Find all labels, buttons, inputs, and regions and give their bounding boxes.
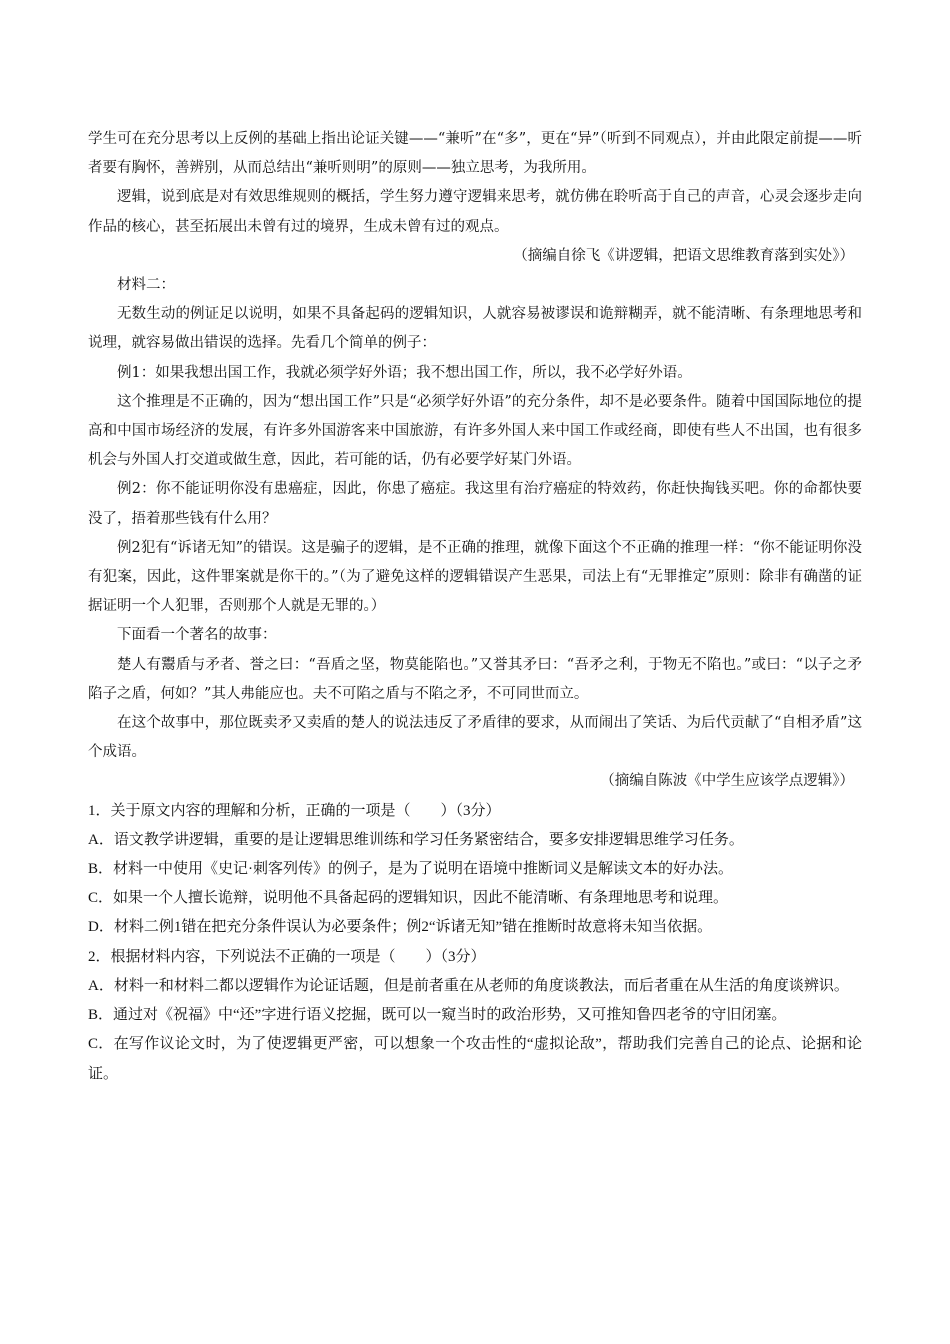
question-1-option-c: C．如果一个人擅长诡辩，说明他不具备起码的逻辑知识，因此不能清晰、有条理地思考和说理。: [88, 890, 729, 907]
question-2-option-a: A．材料一和材料二都以逻辑作为论证话题，但是前者重在从老师的角度谈教法，而后者重在从生活的角度谈辨识。: [88, 977, 849, 994]
question-1-option-b: B．材料一中使用《史记·刺客列传》的例子，是为了说明在语境中推断词义是解读文本的好办法。: [88, 861, 734, 878]
material1-paragraph-2: 逻辑，说到底是对有效思维规则的概括，学生努力遵守逻辑来思考，就仿佛在聆听高于自己的声音，心灵会逐步走向作品的核心，甚至拓展出未曾有过的境界，生成未曾有过的观点。: [88, 189, 862, 235]
material2-source: （摘编自陈波《中学生应该学点逻辑》）: [600, 773, 854, 790]
material2-paragraph-5: 例2犯有“诉诸无知”的错误。这是骗子的逻辑，是不正确的推理，就像下面这个不正确的推理一样：“你不能证明你没有犯案，因此，这件罪案就是你干的。”（为了避免这样的逻辑错误产生恶果，司法上有“无罪推定”原则：除非有确凿的证据证明一个人犯罪，否则那个人就是无罪的。）: [88, 539, 862, 615]
exam-page: [88, 125, 862, 1089]
question-1-option-a: A．语文教学讲逻辑，重要的是让逻辑思维训练和学习任务紧密结合，要多安排逻辑思维学习任务。: [88, 831, 744, 848]
question-2-option-b: B．通过对《祝福》中“还”字进行语义挖掘，既可以一窥当时的政治形势，又可推知鲁四老爷的守旧闭塞。: [88, 1007, 787, 1024]
material1-paragraph-1: 学生可在充分思考以上反例的基础上指出论证关键——“兼听”在“多”，更在“异”（听到不同观点），并由此限定前提——听者要有胸怀，善辨别，从而总结出“兼听则明”的原则——独立思考，为我所用。: [88, 131, 862, 177]
material2-paragraph-1: 无数生动的例证足以说明，如果不具备起码的逻辑知识，人就容易被谬误和诡辩糊弄，就不能清晰、有条理地思考和说理，就容易做出错误的选择。先看几个简单的例子：: [88, 306, 862, 352]
question-1-stem: 1．关于原文内容的理解和分析，正确的一项是（ ）（3分）: [88, 802, 501, 819]
question-2: [88, 943, 862, 1089]
material2-heading: 材料二：: [117, 277, 175, 294]
material2-paragraph-3: 这个推理是不正确的，因为“想出国工作”只是“必须学好外语”的充分条件，却不是必要条件。随着中国国际地位的提高和中国市场经济的发展，有许多外国游客来中国旅游，有许多外国人来中国工作或经商，即使有些人不出国，也有很多机会与外国人打交道或做生意，因此，若可能的话，仍有必要学好某门外语。: [88, 393, 862, 469]
material2-paragraph-8: 在这个故事中，那位既卖矛又卖盾的楚人的说法违反了矛盾律的要求，从而闹出了笑话、为后代贡献了“自相矛盾”这个成语。: [88, 715, 862, 761]
material1-source: （摘编自徐飞《讲逻辑，把语文思维教育落到实处》）: [513, 247, 854, 264]
material2-story: 楚人有鬻盾与矛者、誉之曰：“吾盾之坚，物莫能陷也。”又誉其矛曰：“吾矛之利，于物无不陷也。”或曰：“以子之矛陷子之盾，何如？”其人弗能应也。夫不可陷之盾与不陷之矛，不可同世而立。: [88, 656, 862, 702]
material2-story-intro: 下面看一个著名的故事：: [117, 627, 277, 644]
question-2-option-c: C．在写作议论文时，为了使逻辑更严密，可以想象一个攻击性的“虚拟论敌”，帮助我们完善自己的论点、论据和论证。: [88, 1036, 862, 1082]
material2-example-2: 例2：你不能证明你没有患癌症，因此，你患了癌症。我这里有治疗癌症的特效药，你赶快掏钱买吧。你的命都快要没了，捂着那些钱有什么用？: [88, 481, 862, 527]
question-1: [88, 797, 862, 943]
question-1-option-d: D．材料二例1错在把充分条件误认为必要条件；例2“诉诸无知”错在推断时故意将未知当依据。: [88, 919, 713, 936]
material2-example-1: 例1：如果我想出国工作，我就必须学好外语；我不想出国工作，所以，我不必学好外语。: [117, 364, 692, 381]
question-2-stem: 2．根据材料内容，下列说法不正确的一项是（ ）（3分）: [88, 948, 486, 965]
